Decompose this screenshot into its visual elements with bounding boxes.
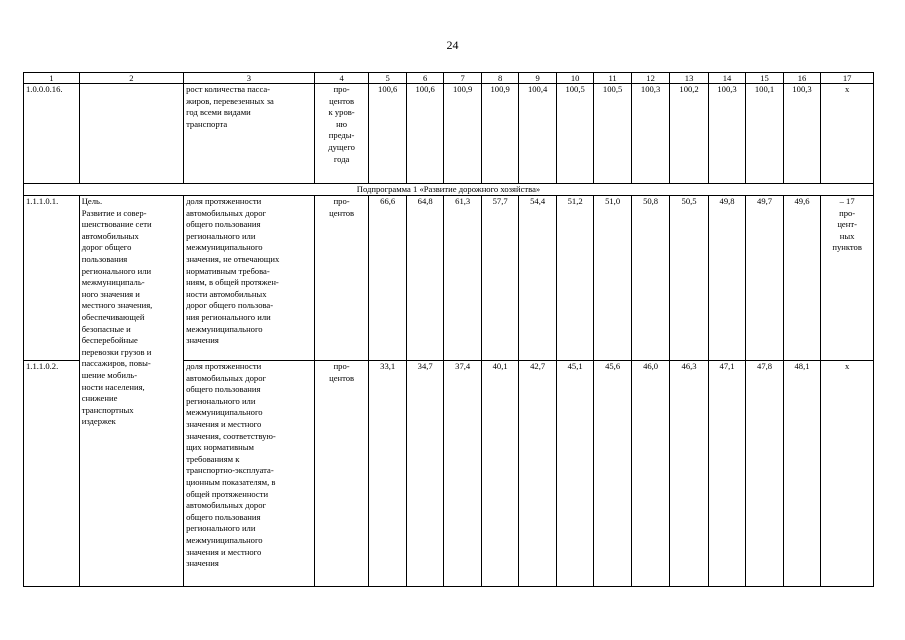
value-cell: 49,6 — [783, 196, 820, 361]
header-cell: 13 — [670, 73, 708, 84]
value-cell: 100,6 — [406, 84, 443, 184]
value-cell: 57,7 — [481, 196, 518, 361]
value-cell: 61,3 — [444, 196, 481, 361]
value-cell: 100,3 — [631, 84, 669, 184]
unit-cell: про- центов — [314, 361, 369, 587]
row-code: 1.1.1.0.1. — [24, 196, 80, 361]
header-row — [24, 73, 874, 84]
indicator-cell: доля протяженности автомобильных дорог общего пользования регионального или межмуниципального значения и местного значения, соответствую- щих нормативным требованиям к транспортно-эксплуата- ционным показателям, в общей протяженности автомобильных дорог общего пользования регионального или межмуниципального значения и местного значения — [184, 361, 315, 587]
value-cell: 37,4 — [444, 361, 481, 587]
indicators-table — [23, 72, 874, 587]
value-cell: 45,1 — [556, 361, 593, 587]
value-cell: 100,1 — [746, 84, 783, 184]
goal-cell: Цель. Развитие и совер- шенствование сети автомобильных дорог общего пользования регионального или межмуниципаль- ного значения и местного значения, обеспечивающей безопасные и бесперебойные перевозки грузов и пассажиров, повы- шение мобиль- ности населения, снижение транспортных издержек — [79, 196, 183, 587]
value-cell: 66,6 — [369, 196, 406, 361]
indicator-cell: рост количества пасса- жиров, перевезенных за год всеми видами транспорта — [184, 84, 315, 184]
value-cell: 51,0 — [594, 196, 631, 361]
header-cell: 5 — [369, 73, 406, 84]
header-cell: 2 — [79, 73, 183, 84]
value-cell: 100,5 — [594, 84, 631, 184]
header-cell: 3 — [184, 73, 315, 84]
value-cell: 47,8 — [746, 361, 783, 587]
header-cell: 6 — [406, 73, 443, 84]
row-code: 1.0.0.0.16. — [24, 84, 80, 184]
value-cell: 64,8 — [406, 196, 443, 361]
header-cell: 11 — [594, 73, 631, 84]
value-cell: 49,8 — [708, 196, 745, 361]
value-cell: 47,1 — [708, 361, 745, 587]
last-cell: х — [821, 84, 874, 184]
value-cell: 100,3 — [783, 84, 820, 184]
header-cell: 12 — [631, 73, 669, 84]
header-cell: 14 — [708, 73, 745, 84]
row-code: 1.1.1.0.2. — [24, 361, 80, 587]
last-cell: – 17 про- цент- ных пунктов — [821, 196, 874, 361]
unit-cell: про- центов к уров- ню преды- дущего года — [314, 84, 369, 184]
subprogram-title: Подпрограмма 1 «Развитие дорожного хозяйства» — [24, 184, 874, 196]
value-cell: 46,3 — [670, 361, 708, 587]
value-cell: 40,1 — [481, 361, 518, 587]
header-cell: 16 — [783, 73, 820, 84]
indicator-cell: доля протяженности автомобильных дорог общего пользования регионального или межмуниципального значения, не отвечающих нормативным требова- ниям, в общей протяжен- ности автомобильных дорог общего пользова- ния регионального или межмуниципального значения — [184, 196, 315, 361]
value-cell: 50,8 — [631, 196, 669, 361]
header-cell: 7 — [444, 73, 481, 84]
value-cell: 100,9 — [481, 84, 518, 184]
page-number: 24 — [446, 38, 459, 52]
value-cell: 100,3 — [708, 84, 745, 184]
value-cell: 100,9 — [444, 84, 481, 184]
header-cell: 4 — [314, 73, 369, 84]
value-cell: 42,7 — [519, 361, 556, 587]
value-cell: 100,6 — [369, 84, 406, 184]
value-cell: 51,2 — [556, 196, 593, 361]
value-cell: 45,6 — [594, 361, 631, 587]
goal-cell — [79, 84, 183, 184]
value-cell: 50,5 — [670, 196, 708, 361]
subprogram-row — [24, 184, 874, 196]
header-cell: 8 — [481, 73, 518, 84]
value-cell: 49,7 — [746, 196, 783, 361]
value-cell: 100,4 — [519, 84, 556, 184]
header-cell: 10 — [556, 73, 593, 84]
header-cell: 1 — [24, 73, 80, 84]
value-cell: 100,2 — [670, 84, 708, 184]
table-row — [24, 84, 874, 184]
value-cell: 34,7 — [406, 361, 443, 587]
header-cell: 17 — [821, 73, 874, 84]
value-cell: 48,1 — [783, 361, 820, 587]
value-cell: 46,0 — [631, 361, 669, 587]
last-cell: х — [821, 361, 874, 587]
value-cell: 100,5 — [556, 84, 593, 184]
value-cell: 33,1 — [369, 361, 406, 587]
header-cell: 15 — [746, 73, 783, 84]
unit-cell: про- центов — [314, 196, 369, 361]
value-cell: 54,4 — [519, 196, 556, 361]
header-cell: 9 — [519, 73, 556, 84]
table-row — [24, 196, 874, 361]
